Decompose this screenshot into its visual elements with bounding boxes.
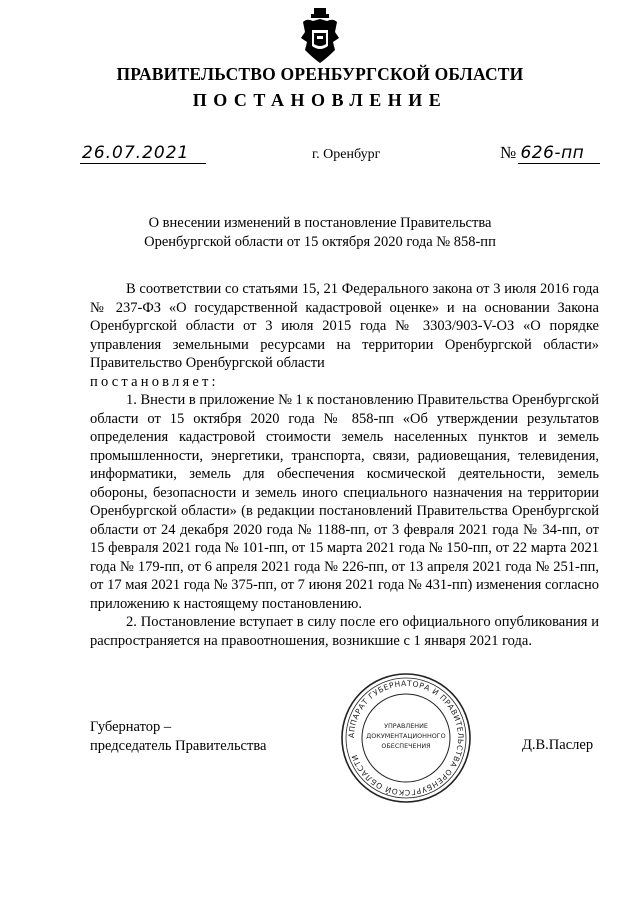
stamp-inner-line: ДОКУМЕНТАЦИОННОГО [366, 732, 446, 740]
number-value: 626-пп [520, 143, 585, 163]
stamp-outer-text: АППАРАТ ГУБЕРНАТОРА И ПРАВИТЕЛЬСТВА ОРЕНБУРГСКОЙ ОБЛАСТИ [346, 678, 466, 798]
position-line: председатель Правительства [90, 737, 267, 754]
signatory-position [90, 718, 266, 755]
document-number [500, 143, 584, 163]
decides-word: постановляет: [90, 373, 219, 390]
item-1-paragraph: 1. Внести в приложение № 1 к постановлению Правительства Оренбургской области от 15 октября 2020 года № 858-пп «Об утверждении результатов определения кадастровой стоимости земель населенных пунктов и земель промышленности, энергетики, транспорта, связи, радиовещания, телевидения, информатики, земель для обеспечения космической деятельности, земель обороны, безопасности и земель иного специального назначения на территории Оренбургской области» (в редакции постановлений Правительства Оренбургской области от 24 декабря 2020 года № 1188-пп, от 3 февраля 2021 года № 34-пп, от 15 февраля 2021 года № 101-пп, от 15 марта 2021 года № 150-пп, от 22 марта 2021 года № 179-пп, от 6 апреля 2021 года № 226-пп, от 13 апреля 2021 года № 251-пп, от 17 мая 2021 года № 375-пп, от 7 июня 2021 года № 431-пп) изменения согласно приложению к настоящему постановлению. [90, 392, 599, 612]
document-city: г. Оренбург [312, 147, 381, 162]
number-sign: № [500, 143, 517, 162]
document-subject [0, 214, 640, 252]
preamble-paragraph: В соответствии со статьями 15, 21 Федерального закона от 3 июля 2016 года № 237-ФЗ «О государственной кадастровой оценке» и на основании Закона Оренбургской области от 3 июля 2015 года № 3303/903-V-ОЗ «О порядке управления земельными ресурсами на территории Оренбургской области» Правительство Оренбургской области [90, 281, 599, 371]
date-underline [80, 163, 206, 164]
number-underline [518, 163, 600, 164]
subject-line: Оренбургской области от 15 октября 2020 года № 858-пп [144, 234, 496, 250]
subject-line: О внесении изменений в постановление Правительства [148, 215, 492, 231]
document-date: 26.07.2021 [82, 143, 190, 163]
document-body [90, 280, 599, 650]
government-title: ПРАВИТЕЛЬСТВО ОРЕНБУРГСКОЙ ОБЛАСТИ [116, 64, 524, 84]
position-line: Губернатор – [90, 719, 172, 735]
item-2-paragraph: 2. Постановление вступает в силу после его официального опубликования и распространяется на правоотношения, возникшие с 1 января 2021 года. [90, 614, 599, 649]
signatory-name: Д.В.Паслер [522, 737, 594, 753]
coat-of-arms-emblem [299, 8, 341, 64]
stamp-inner-line: УПРАВЛЕНИЕ [384, 722, 428, 730]
official-stamp [340, 672, 472, 804]
document-type: ПОСТАНОВЛЕНИЕ [192, 90, 448, 110]
stamp-inner-line: ОБЕСПЕЧЕНИЯ [381, 742, 431, 750]
